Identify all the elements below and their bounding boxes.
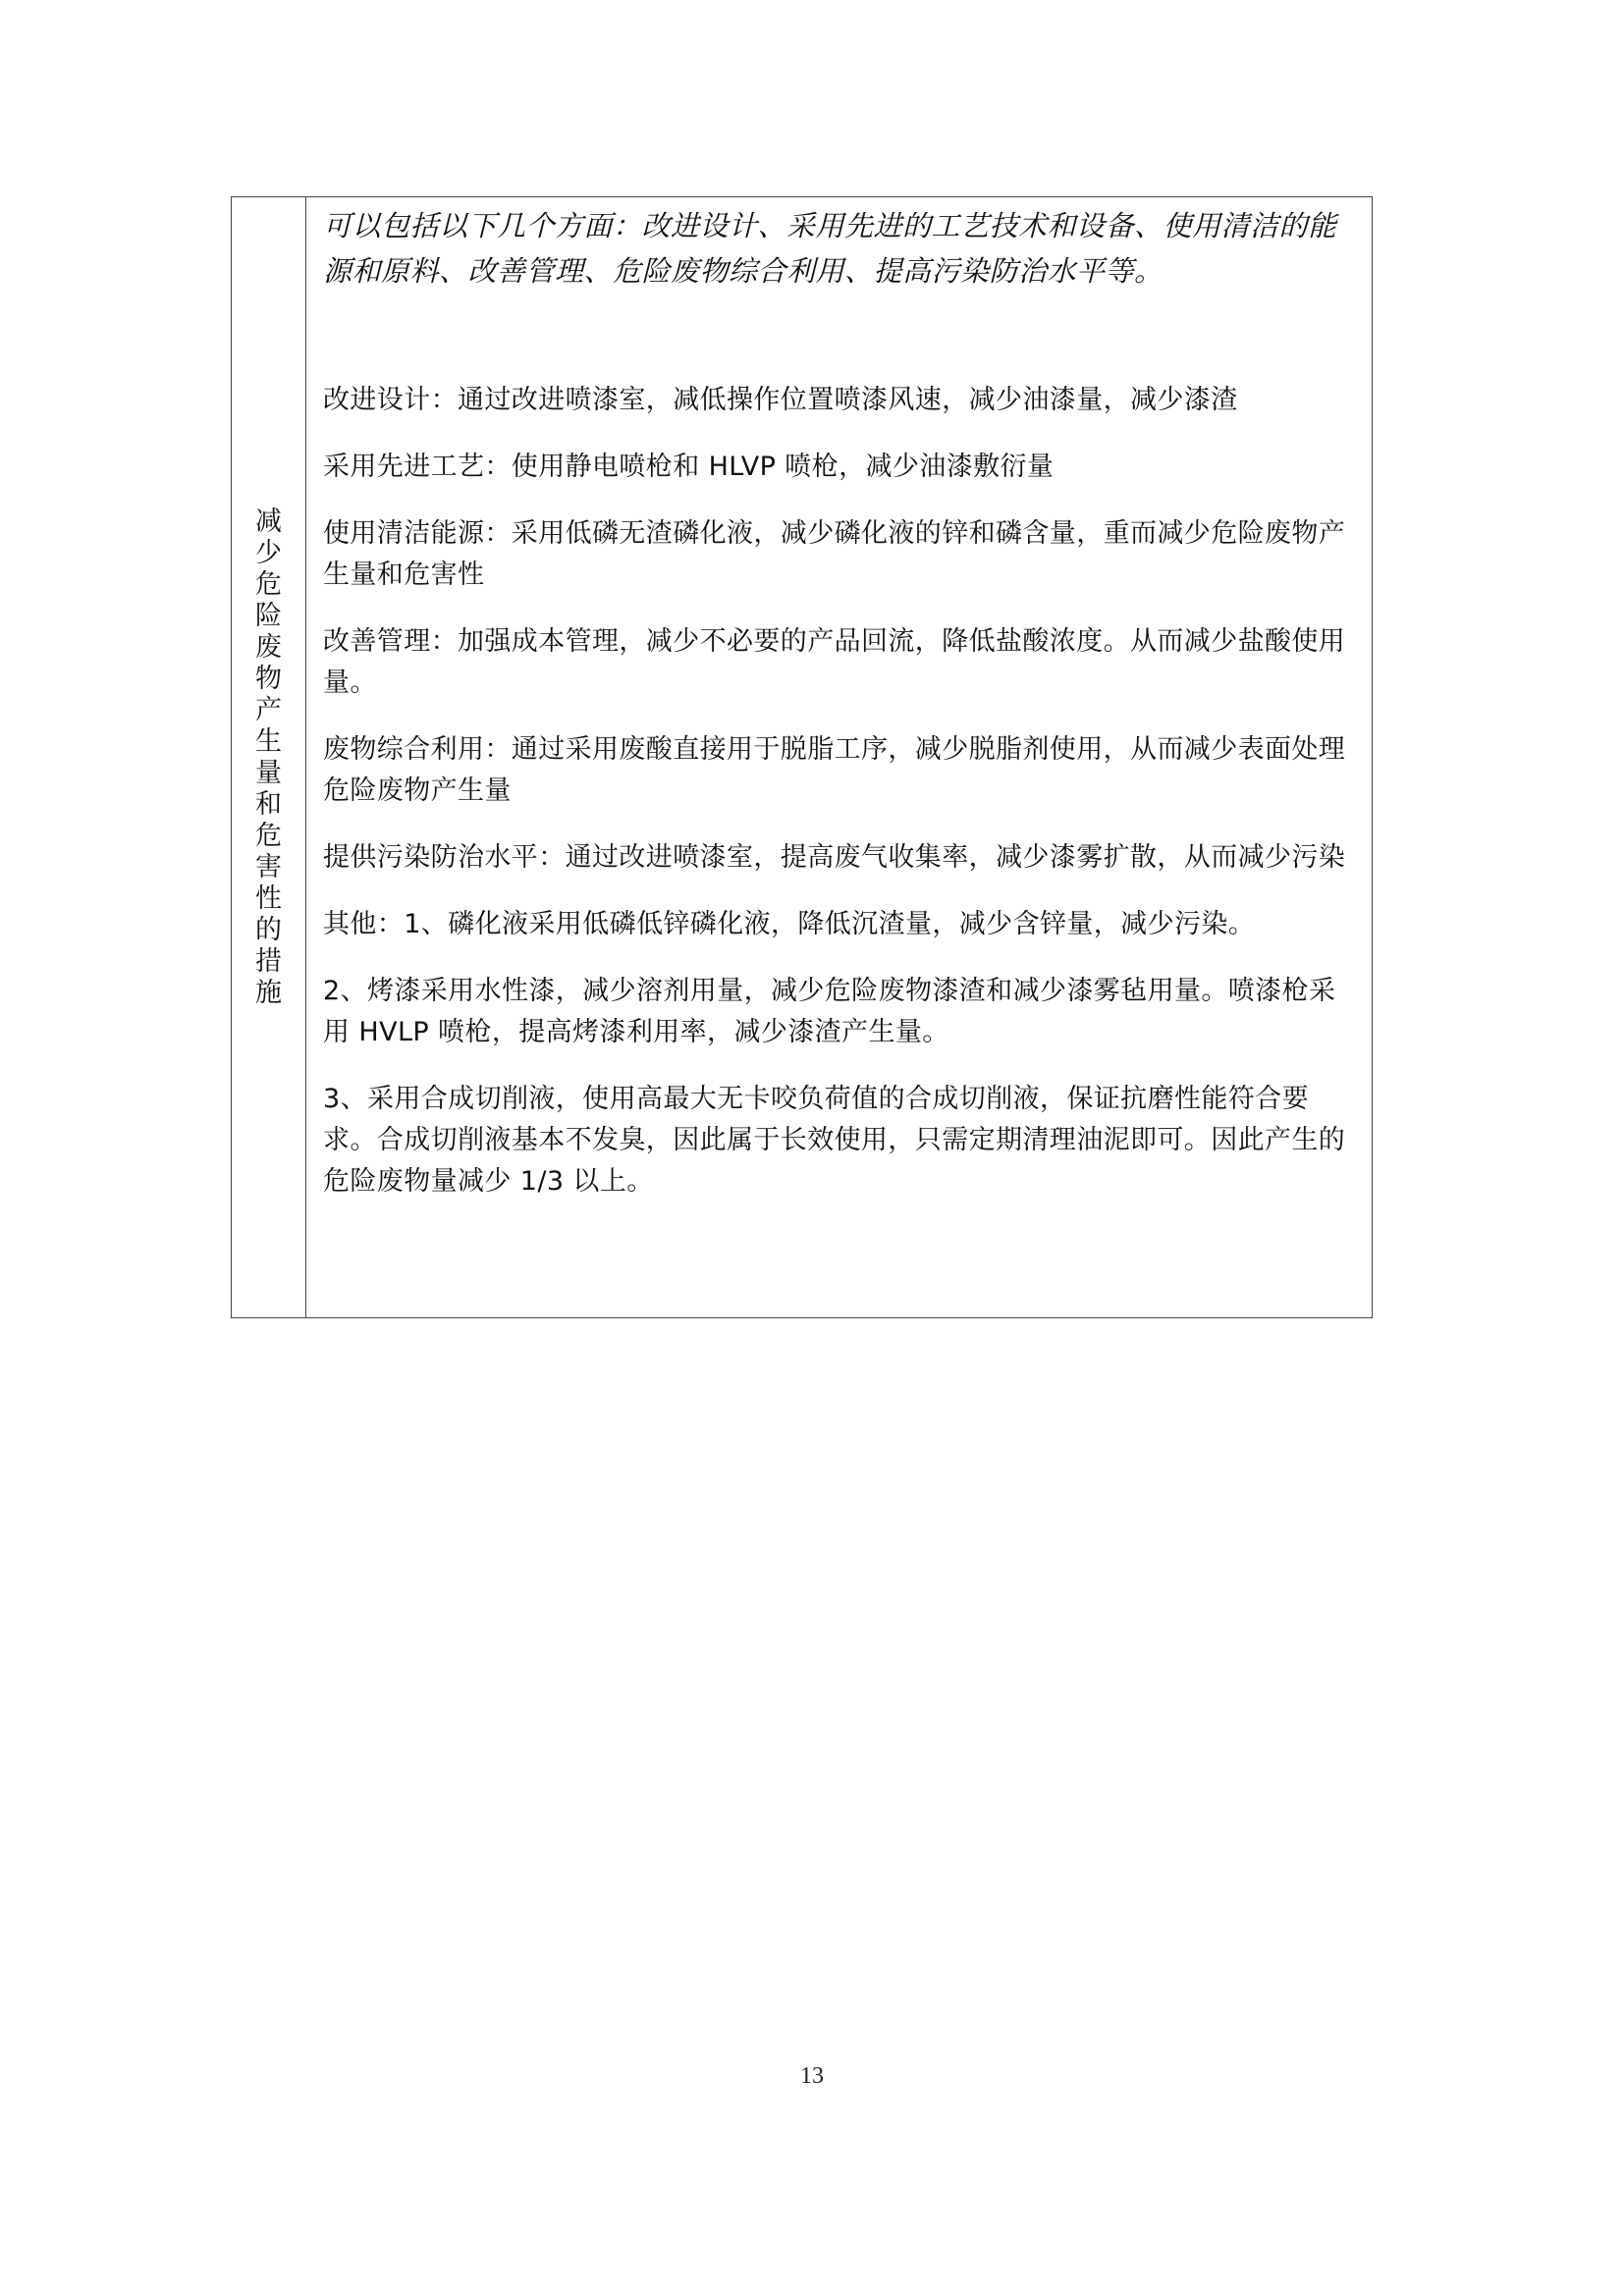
measures-table [231,196,1373,1318]
paragraph-improve-design: 改进设计：通过改进喷漆室，减低操作位置喷漆风速，减少油漆量，减少漆渣 [323,385,1238,415]
paragraph-improve-management: 改善管理：加强成本管理，减少不必要的产品回流，降低盐酸浓度。从而减少盐酸使用量。 [323,626,1346,698]
paragraph-other-3: 3、采用合成切削液，使用高最大无卡咬负荷值的合成切削液，保证抗磨性能符合要求。合成切削液基本不发臭，因此属于长效使用，只需定期清理油泥即可。因此产生的危险废物量减少 1/3 以上。 [323,1084,1346,1197]
paragraph-other-1: 其他：1、磷化液采用低磷低锌磷化液，降低沉渣量，减少含锌量，减少污染。 [323,909,1256,939]
paragraph-clean-energy: 使用清洁能源：采用低磷无渣磷化液，减少磷化液的锌和磷含量，重而减少危险废物产生量和危害性 [323,518,1346,590]
paragraph-pollution-control: 提供污染防治水平：通过改进喷漆室，提高废气收集率，减少漆雾扩散，从而减少污染 [323,842,1346,873]
intro-text: 可以包括以下几个方面：改进设计、采用先进的工艺技术和设备、使用清洁的能源和原料、改善管理、危险废物综合利用、提高污染防治水平等。 [323,209,1337,288]
row-header-cell [232,197,306,1317]
paragraph-advanced-process: 采用先进工艺：使用静电喷枪和 HLVP 喷枪，减少油漆敷衍量 [323,452,1055,482]
row-header-label: 减少危险废物产生量和危害性的措施 [255,506,282,1008]
paragraph-list [323,380,1352,1202]
paragraph-other-2: 2、烤漆采用水性漆，减少溶剂用量，减少危险废物漆渣和减少漆雾毡用量。喷漆枪采用 HVLP 喷枪，提高烤漆利用率，减少漆渣产生量。 [323,976,1336,1047]
page-number: 13 [800,2063,824,2089]
paragraph-waste-reuse: 废物综合利用：通过采用废酸直接用于脱脂工序，减少脱脂剂使用，从而减少表面处理危险废物产生量 [323,734,1346,806]
content-cell [306,197,1372,1317]
